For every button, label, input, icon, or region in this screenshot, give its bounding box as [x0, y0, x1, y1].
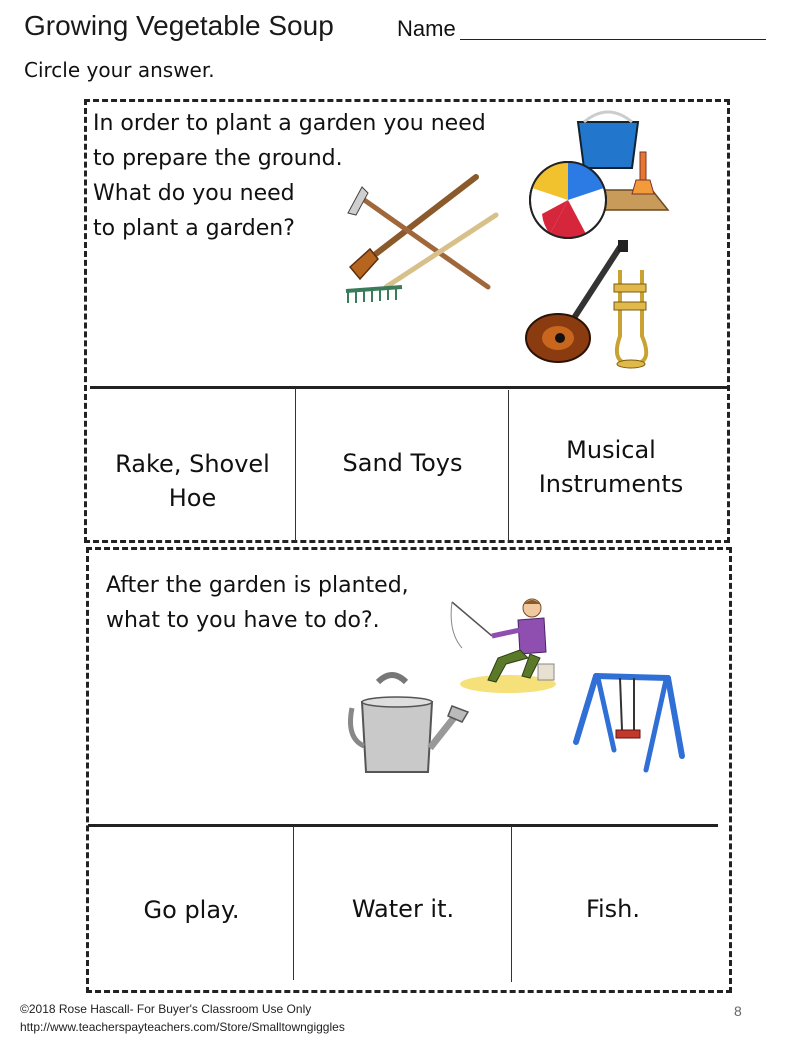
musical-instruments-icon [522, 240, 657, 370]
page-number: 8 [734, 1003, 742, 1019]
question2-column-divider [293, 826, 294, 980]
watering-can-icon [348, 668, 473, 776]
question1-column-divider [295, 388, 296, 542]
store-url-link[interactable]: http://www.teacherspayteachers.com/Store/Smalltowngiggles [20, 1020, 345, 1034]
answer-sand-toys[interactable]: Sand Toys [342, 449, 463, 477]
name-label: Name [397, 16, 456, 41]
name-write-line [460, 39, 766, 40]
garden-tools-icon [340, 175, 500, 310]
answer-rake-shovel-hoe[interactable]: Rake, Shovel Hoe [115, 450, 270, 512]
question2-answer-divider [88, 824, 718, 827]
beach-toys-icon [528, 118, 668, 243]
instruction-text: Circle your answer. [24, 58, 215, 82]
answer-fish[interactable]: Fish. [585, 895, 641, 923]
answer-water-it[interactable]: Water it. [351, 895, 455, 923]
question1-column-divider [508, 390, 509, 542]
question2-text: After the garden is planted, what to you have to do?. [106, 573, 409, 633]
copyright-text: ©2018 Rose Hascall- For Buyer's Classroom Use Only [20, 1002, 312, 1016]
answer-go-play[interactable]: Go play. [143, 896, 240, 924]
worksheet-title: Growing Vegetable Soup [24, 10, 334, 41]
question1-text: In order to plant a garden you need to prepare the ground. What do you need to plant a garden? [93, 111, 486, 241]
question1-answer-divider [90, 386, 728, 389]
answer-musical-instruments[interactable]: Musical Instruments [538, 436, 684, 498]
question2-column-divider [511, 826, 512, 982]
swing-set-icon [572, 670, 690, 782]
